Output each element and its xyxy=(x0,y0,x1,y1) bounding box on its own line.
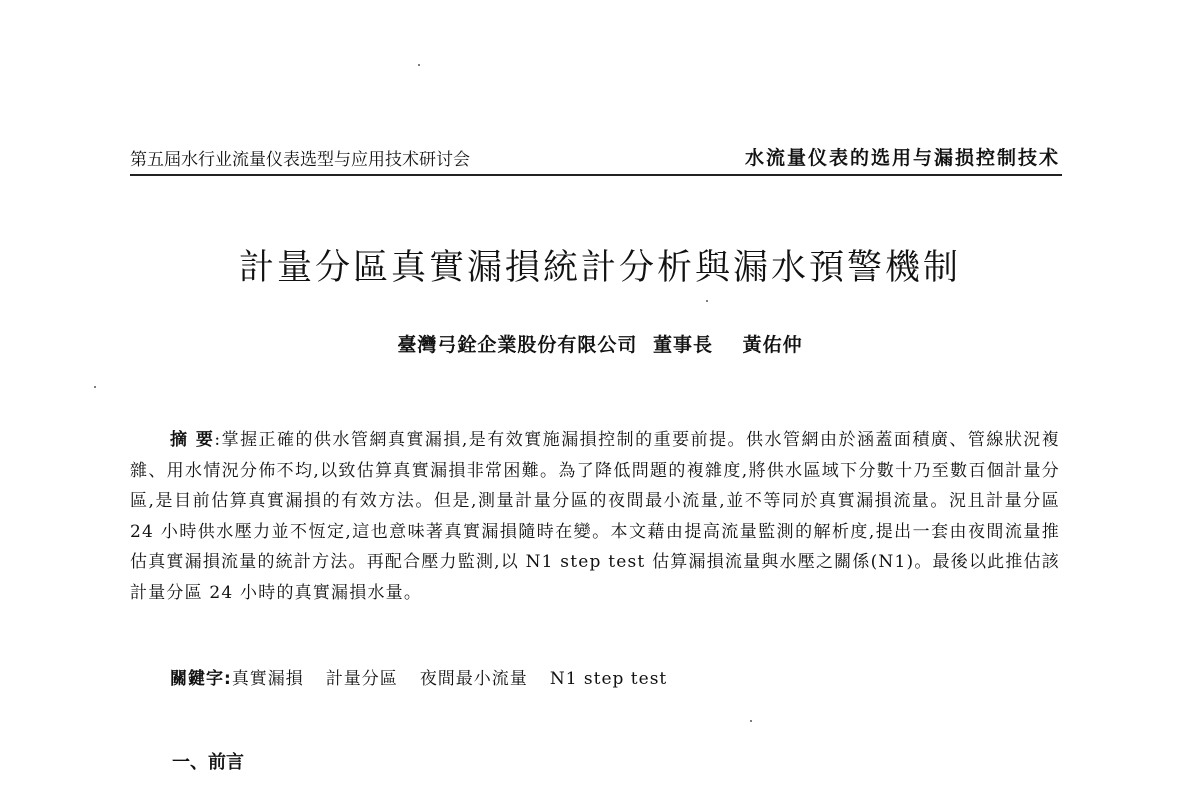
running-header xyxy=(130,138,1062,176)
scan-speck xyxy=(94,386,96,388)
keyword: 計量分區 xyxy=(325,669,398,689)
paper-title: 計量分區真實漏損統計分析與漏水預警機制 xyxy=(238,248,961,288)
conference-name: 第五屆水行业流量仪表选型与应用技术研讨会 xyxy=(130,150,470,170)
keywords-label: 關鍵字: xyxy=(170,669,232,689)
keyword: 夜間最小流量 xyxy=(419,669,528,689)
scan-speck xyxy=(418,64,420,66)
author-company: 臺灣弓銓企業股份有限公司 xyxy=(397,334,638,356)
author-name: 黃佑仲 xyxy=(742,334,803,356)
scan-speck xyxy=(706,300,708,302)
author-position: 董事長 xyxy=(652,334,713,356)
author-line xyxy=(0,330,1200,357)
abstract-label: 摘 要 xyxy=(170,430,215,450)
keywords xyxy=(170,664,667,689)
keyword: 真實漏損 xyxy=(231,669,304,689)
abstract xyxy=(130,425,1060,608)
keyword: N1 step test xyxy=(549,669,668,689)
scan-speck xyxy=(750,720,752,722)
section-heading: 一、前言 xyxy=(172,752,244,773)
book-title: 水流量仪表的选用与漏损控制技术 xyxy=(744,147,1060,169)
abstract-text: :掌握正確的供水管網真實漏損,是有效實施漏損控制的重要前提。供水管網由於涵蓋面積廣、管線狀況複雜、用水情況分佈不均,以致估算真實漏損非常困難。為了降低問題的複雜度,將供水區域下分數十乃至數百個計量分區,是目前估算真實漏損的有效方法。但是,測量計量分區的夜間最小流量,並不等同於真實漏損流量。況且計量分區 24 小時供水壓力並不恆定,這也意味著真實漏損隨時在變。本文藉由提高流量監測的解析度,提出一套由夜間流量推估真實漏損流量的統計方法。再配合壓力監測,以 N1 step test 估算漏損流量與水壓之關係(N1)。最後以此推估該計量分區 24 小時的真實漏損水量。 xyxy=(130,430,1060,603)
